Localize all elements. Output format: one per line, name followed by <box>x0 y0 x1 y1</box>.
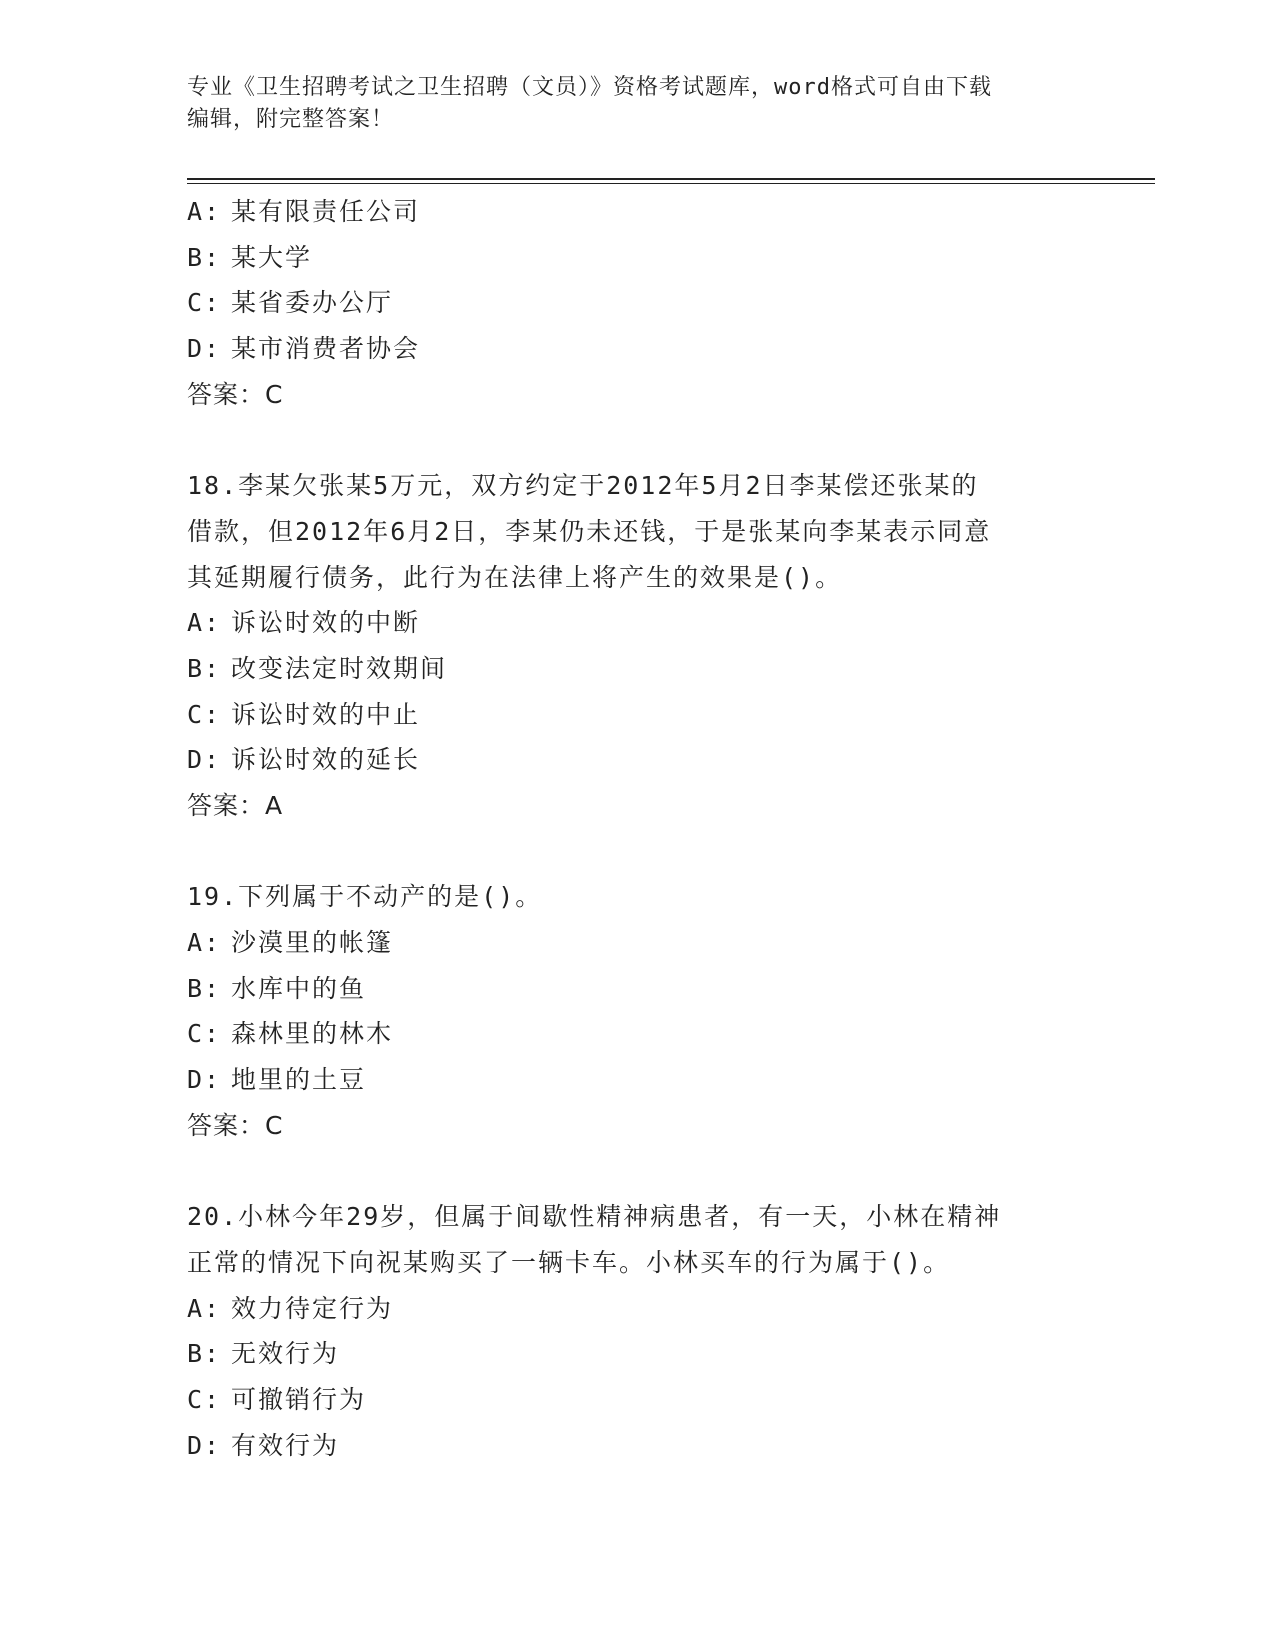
question-18 <box>187 463 1107 829</box>
option-row <box>187 646 1107 692</box>
question-text-line: 正常的情况下向祝某购买了一辆卡车。小林买车的行为属于()。 <box>187 1247 951 1277</box>
header-line-1: 专业《卫生招聘考试之卫生招聘（文员）》资格考试题库，word格式可自由下载 <box>187 75 992 100</box>
option-label: C: <box>187 1384 222 1414</box>
option-text: 改变法定时效期间 <box>231 653 448 683</box>
option-row <box>187 1423 1107 1469</box>
option-row <box>187 1377 1107 1423</box>
answer-text: 答案：C <box>187 1110 284 1140</box>
option-label: C: <box>187 699 222 729</box>
question-text-line: 借款，但2012年6月2日，李某仍未还钱，于是张某向李某表示同意 <box>187 516 992 546</box>
question-text-line: 20.小林今年29岁，但属于间歇性精神病患者，有一天，小林在精神 <box>187 1202 1002 1232</box>
question-text-line: 19.下列属于不动产的是()。 <box>187 882 543 912</box>
option-text: 某市消费者协会 <box>231 334 421 364</box>
question-content <box>187 189 1107 1468</box>
option-row <box>187 737 1107 783</box>
option-label: B: <box>187 653 222 683</box>
option-text: 某省委办公厅 <box>231 288 394 318</box>
option-text: 森林里的林木 <box>231 1019 394 1049</box>
option-text: 诉讼时效的延长 <box>231 745 421 775</box>
option-row <box>187 920 1107 966</box>
option-label: A: <box>187 608 222 638</box>
option-label: B: <box>187 1339 222 1369</box>
option-text: 水库中的鱼 <box>231 973 367 1003</box>
option-label: D: <box>187 1430 222 1460</box>
option-row <box>187 1011 1107 1057</box>
option-text: 无效行为 <box>231 1339 340 1369</box>
option-label: D: <box>187 334 222 364</box>
option-row <box>187 235 1107 281</box>
option-row <box>187 1331 1107 1377</box>
option-row <box>187 692 1107 738</box>
option-text: 诉讼时效的中断 <box>231 608 421 638</box>
question-text-line: 18.李某欠张某5万元，双方约定于2012年5月2日李某偿还张某的 <box>187 471 979 501</box>
spacer <box>187 1148 1107 1194</box>
option-text: 可撤销行为 <box>231 1384 367 1414</box>
option-row <box>187 966 1107 1012</box>
option-row <box>187 600 1107 646</box>
option-text: 某大学 <box>231 242 313 272</box>
option-label: A: <box>187 928 222 957</box>
option-row <box>187 326 1107 372</box>
option-label: B: <box>187 973 222 1003</box>
answer-text: 答案：C <box>187 379 284 409</box>
option-row <box>187 280 1107 326</box>
spacer <box>187 829 1107 875</box>
document-header <box>187 72 1087 136</box>
option-label: C: <box>187 288 222 318</box>
option-text: 有效行为 <box>231 1430 340 1460</box>
option-row <box>187 189 1107 235</box>
option-label: A: <box>187 197 222 226</box>
option-text: 诉讼时效的中止 <box>231 699 421 729</box>
answer-text: 答案：A <box>187 790 284 820</box>
option-row <box>187 1057 1107 1103</box>
question-20 <box>187 1194 1107 1468</box>
option-text: 沙漠里的帐篷 <box>231 928 394 957</box>
option-label: D: <box>187 745 222 775</box>
option-text: 效力待定行为 <box>231 1293 394 1323</box>
option-text: 地里的土豆 <box>231 1065 367 1095</box>
question-19 <box>187 874 1107 1148</box>
header-line-2: 编辑，附完整答案！ <box>187 107 395 132</box>
option-text: 某有限责任公司 <box>231 197 421 226</box>
question-text-line: 其延期履行债务，此行为在法律上将产生的效果是()。 <box>187 562 843 592</box>
question-17-options <box>187 189 1107 417</box>
option-label: C: <box>187 1019 222 1049</box>
option-label: D: <box>187 1065 222 1095</box>
spacer <box>187 417 1107 463</box>
header-divider-thick <box>187 178 1155 180</box>
option-row <box>187 1286 1107 1332</box>
option-label: B: <box>187 242 222 272</box>
option-label: A: <box>187 1293 222 1323</box>
header-divider-thin <box>187 183 1155 184</box>
